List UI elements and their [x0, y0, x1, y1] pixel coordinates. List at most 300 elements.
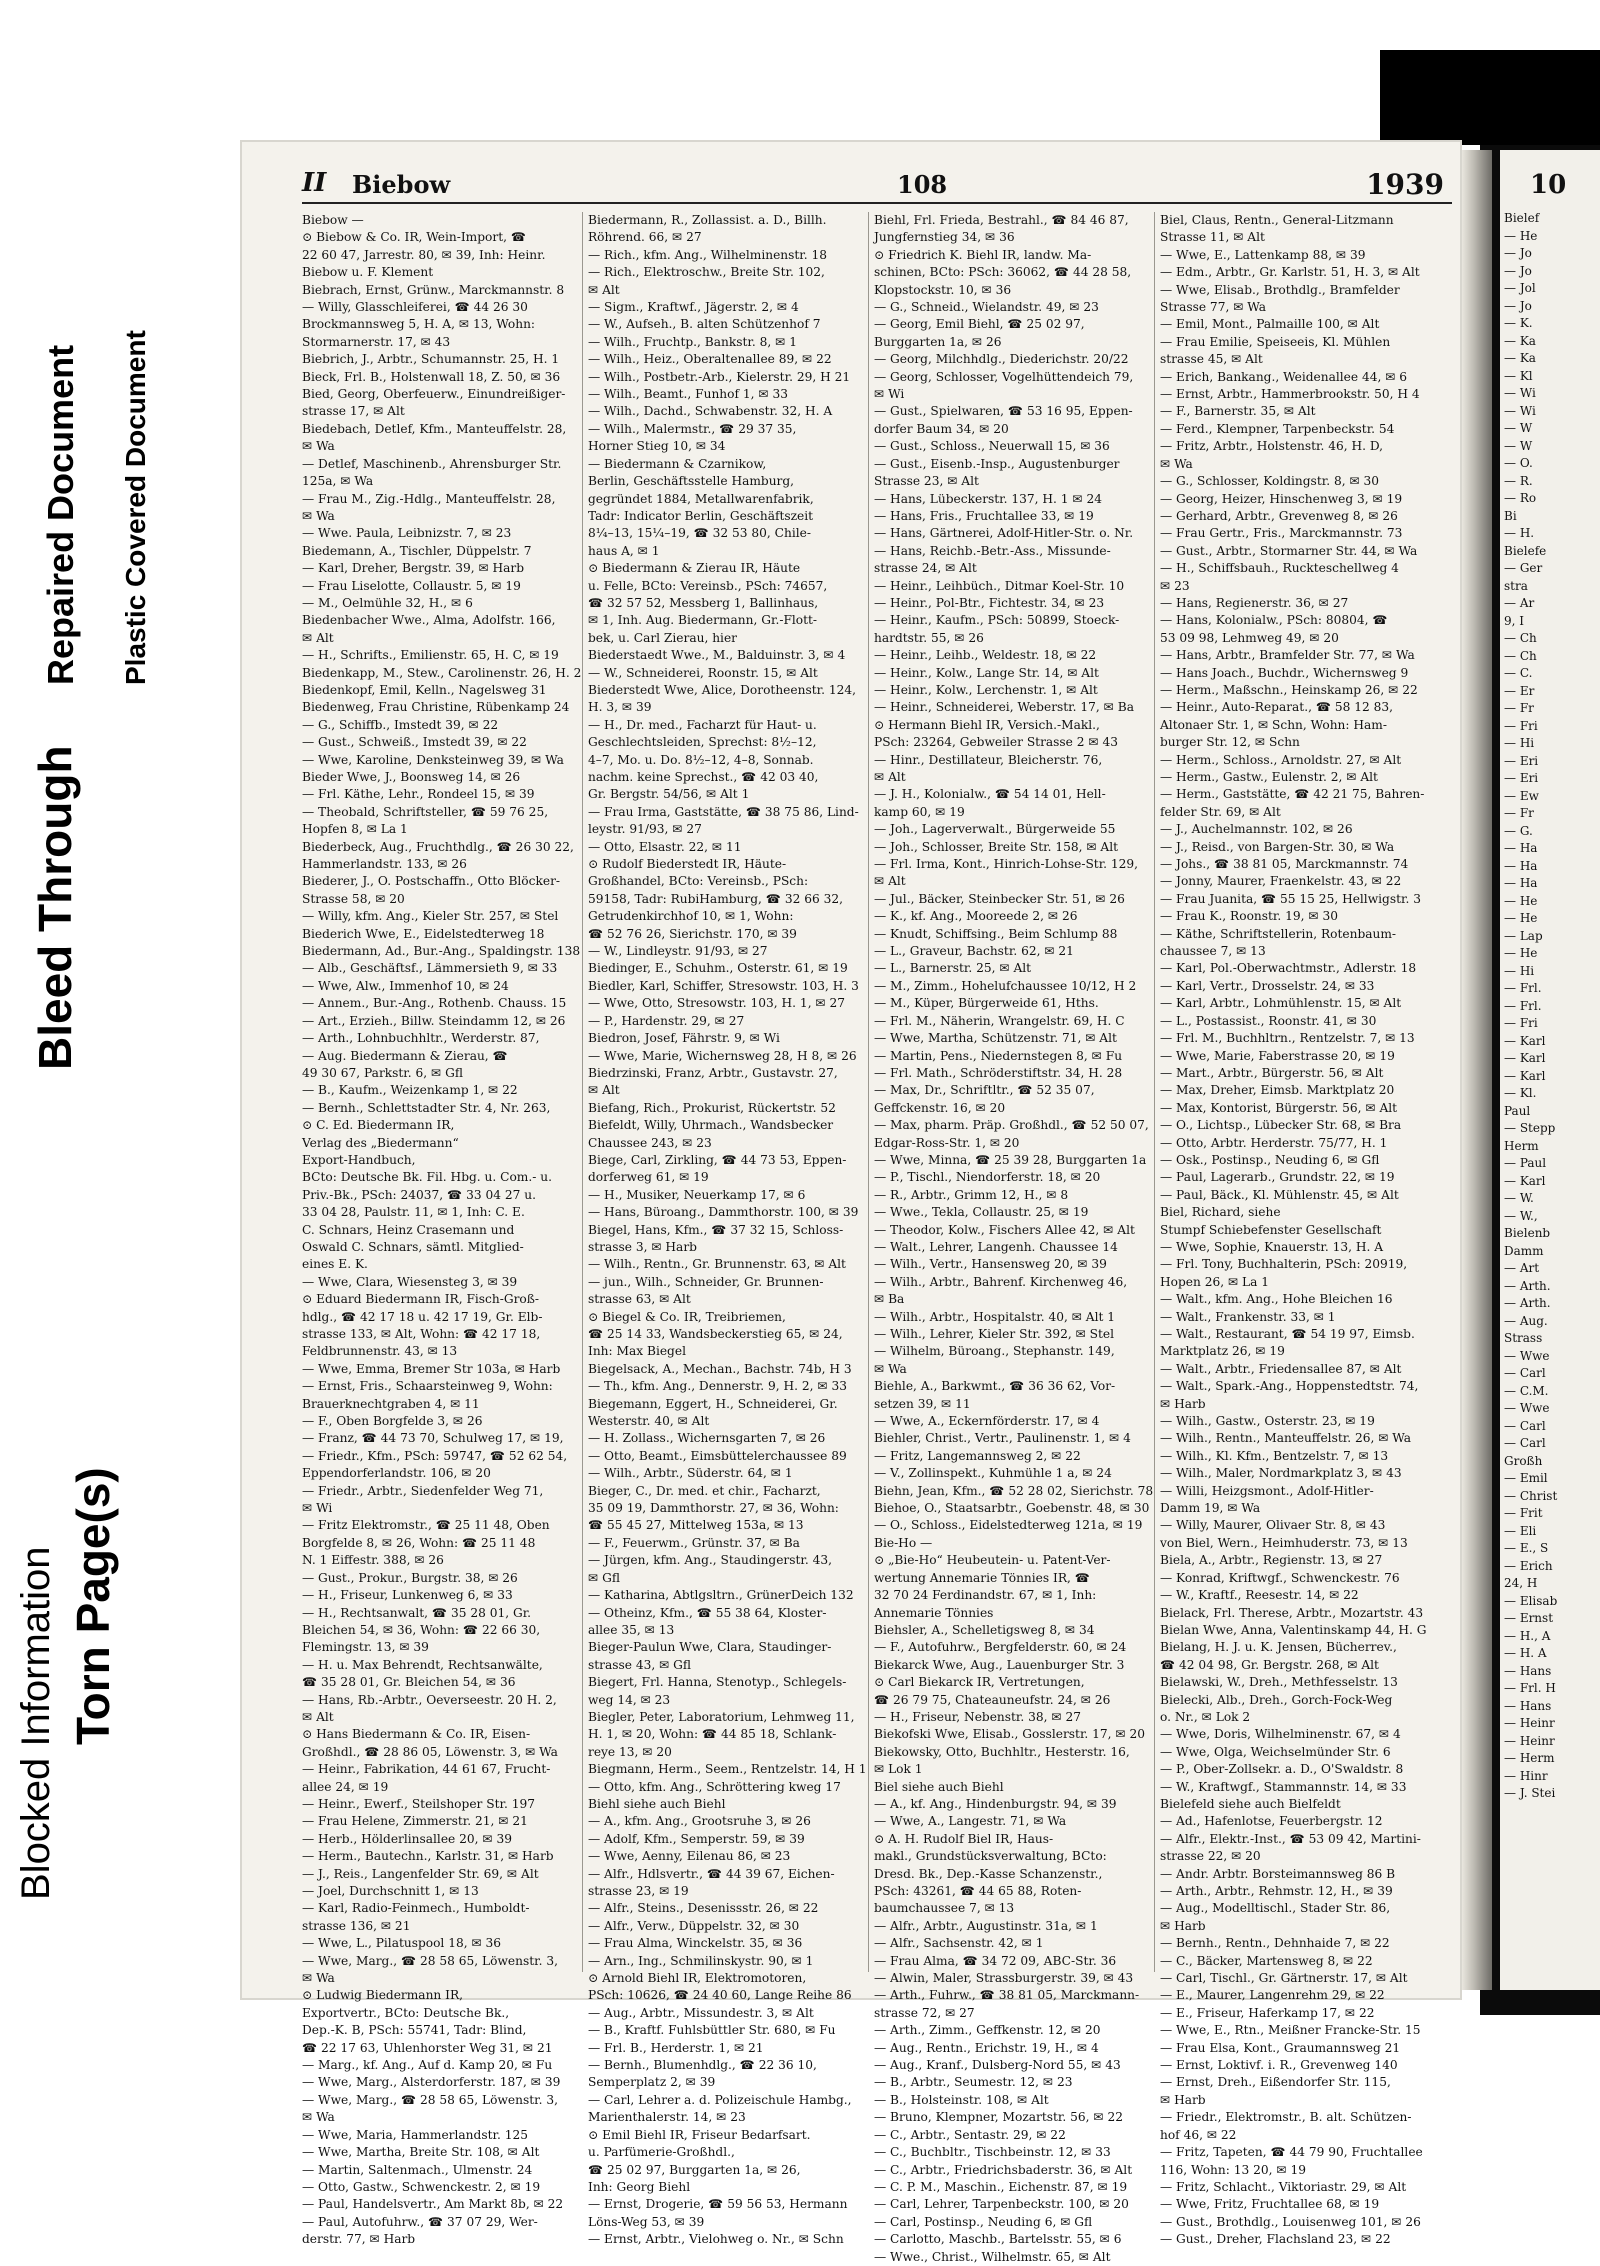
directory-entry-line: — Frl. Käthe, Lehr., Rondeel 15, ✉ 39 — [302, 787, 535, 802]
directory-entry-line: Biebrich, J., Arbtr., Schumannstr. 25, H. 1 — [302, 352, 560, 367]
directory-entry-line: — Aug., Modelltischl., Stader Str. 86, — [1160, 1901, 1391, 1916]
adjacent-entry-line: — Ha — [1504, 841, 1538, 855]
directory-entry-line: — Otto, kfm. Ang., Schröttering kweg 17 — [588, 1779, 841, 1794]
directory-entry-line: Biehle, A., Barkwmt., ☎ 36 36 62, Vor- — [874, 1379, 1116, 1394]
directory-entry-line: — Otto, Gastw., Schwenckestr. 2, ✉ 19 — [302, 2179, 541, 2194]
adjacent-entry-line: — Ch — [1504, 631, 1537, 645]
directory-entry-line: — Max, Kontorist, Bürgerstr. 56, ✉ Alt — [1160, 1100, 1398, 1115]
directory-entry-line: — Frau Liselotte, Collaustr. 5, ✉ 19 — [302, 578, 521, 593]
directory-entry-line: — Heinr., Leihb., Weldestr. 18, ✉ 22 — [874, 648, 1097, 663]
directory-entry-line: — Fritz, Langemannsweg 2, ✉ 22 — [874, 1448, 1081, 1463]
directory-entry-line: — W., Kraftf., Reesestr. 14, ✉ 22 — [1160, 1588, 1359, 1603]
directory-entry-line: — Bruno, Klempner, Mozartstr. 56, ✉ 22 — [874, 2110, 1123, 2125]
directory-entry-line: — Frau Alma, Winckelstr. 35, ✉ 36 — [588, 1936, 803, 1951]
directory-entry-line: 49 30 67, Parkstr. 6, ✉ Gfl — [302, 1065, 463, 1080]
adjacent-entry-line: Paul — [1504, 1103, 1531, 1118]
directory-entry-line: Marienthalerstr. 14, ✉ 23 — [588, 2110, 746, 2125]
adjacent-entry-line: — Ha — [1504, 858, 1538, 873]
directory-entry-line: ☎ 42 04 98, Gr. Bergstr. 268, ✉ Alt — [1160, 1657, 1379, 1672]
directory-entry-line: ⊙ Hermann Biehl IR, Versich.-Makl., — [874, 717, 1100, 732]
directory-entry-line: — Wwe, E., Lattenkamp 88, ✉ 39 — [1160, 247, 1366, 262]
directory-entry-line: — Paul, Bäck., Kl. Mühlenstr. 45, ✉ Alt — [1160, 1187, 1399, 1202]
directory-entry-line: — Frl. M., Buchhltrn., Rentzelstr. 7, ✉ 13 — [1160, 1031, 1415, 1046]
directory-entry-line: C. Schnars, Heinz Crasemann und — [302, 1222, 515, 1237]
directory-entry-line: — Alb., Geschäftsf., Lämmersieth 9, ✉ 33 — [302, 961, 558, 976]
directory-entry-line: — jun., Wilh., Schneider, Gr. Brunnen- — [588, 1274, 824, 1289]
directory-entry-line: ✉ Wa — [1160, 456, 1193, 471]
directory-entry-line: ✉ 23 — [1160, 578, 1190, 593]
directory-entry-line: Biedenkopf, Emil, Kelln., Nagelsweg 31 — [302, 682, 547, 697]
directory-entry-line: — Max, Dr., Schriftltr., ☎ 52 35 07, — [874, 1083, 1095, 1098]
directory-entry-line: — V., Zollinspekt., Kuhmühle 1 a, ✉ 24 — [874, 1466, 1112, 1481]
directory-entry-line: ✉ Wi — [302, 1501, 333, 1516]
directory-entry-line: ✉ Wa — [302, 1971, 335, 1986]
directory-entry-line: — Katharina, Abtlgsltrn., GrünerDeich 132 — [588, 1588, 854, 1603]
directory-entry-line: — Wwe, Marg., ☎ 28 58 65, Löwenstr. 3, — [302, 1953, 558, 1968]
directory-entry-line: — Wwe, Elisab., Brothdlg., Bramfelder — [1160, 282, 1400, 297]
directory-entry-line: — Friedr., Elektromstr., B. alt. Schützen- — [1160, 2110, 1412, 2125]
directory-entry-line: — C., Arbtr., Sentastr. 29, ✉ 22 — [874, 2127, 1066, 2142]
directory-entry-line: burger Str. 12, ✉ Schn — [1160, 735, 1300, 750]
directory-entry-line: — Andr. Arbtr. Borsteimannsweg 86 B — [1160, 1866, 1396, 1881]
directory-entry-line: — Heinr., Schneiderei, Weberstr. 17, ✉ Ba — [874, 700, 1134, 715]
directory-entry-line: ✉ 1, Inh. Aug. Biedermann, Gr.-Flott- — [588, 613, 818, 628]
directory-entry-line: bek, u. Carl Zierau, hier — [588, 630, 737, 645]
adjacent-entry-line: — Jol — [1504, 281, 1536, 295]
directory-entry-line: ✉ Harb — [1160, 1396, 1206, 1411]
directory-entry-line: Westerstr. 40, ✉ Alt — [588, 1414, 710, 1429]
directory-entry-line: — Wilh., Lehrer, Kieler Str. 392, ✉ Stel — [874, 1327, 1115, 1341]
directory-entry-line: — Willy, Glasschleiferei, ☎ 44 26 30 — [302, 300, 528, 315]
directory-entry-line: — Wilh., Beamt., Funhof 1, ✉ 33 — [588, 387, 788, 402]
directory-entry-line: — M., Oelmühle 32, H., ✉ 6 — [302, 595, 473, 610]
directory-entry-line: ✉ Alt — [302, 1709, 334, 1724]
directory-entry-line: — Heinr., Leihbüch., Ditmar Koel-Str. 10 — [874, 578, 1125, 593]
directory-entry-line: H. 1, ✉ 20, Wohn: ☎ 44 85 18, Schlank- — [588, 1727, 837, 1742]
page-edge-shadow — [1462, 150, 1492, 1990]
directory-entry-line: — Wwe, Clara, Wiesensteg 3, ✉ 39 — [302, 1274, 518, 1289]
directory-entry-line: — Heinr., Auto-Reparat., ☎ 58 12 83, — [1160, 700, 1394, 715]
directory-page — [240, 140, 1462, 2264]
directory-entry-line: — B., Kraftf. Fuhlsbüttler Str. 680, ✉ Fu — [588, 2023, 836, 2038]
directory-entry-line: — Bernh., Rentn., Dehnhaide 7, ✉ 22 — [1160, 1936, 1390, 1951]
directory-entry-line: Biekarck Wwe, Aug., Lauenburger Str. 3 — [874, 1657, 1125, 1672]
adjacent-entry-line: — Er — [1504, 683, 1535, 698]
directory-entry-line: — L., Postassist., Roonstr. 41, ✉ 30 — [1160, 1013, 1377, 1028]
directory-entry-line: — Heinr., Fabrikation, 44 61 67, Frucht- — [302, 1762, 551, 1777]
directory-entry-line: Burggarten 1a, ✉ 26 — [874, 334, 1002, 349]
directory-entry-line: — Gust., Schweiß., Imstedt 39, ✉ 22 — [302, 735, 527, 750]
directory-entry-line: — H., Musiker, Neuerkamp 17, ✉ 6 — [588, 1187, 806, 1202]
directory-entry-line: 33 04 28, Paulstr. 11, ✉ 1, Inh: C. E. — [302, 1205, 525, 1220]
directory-entry-line: — Wilh., Heiz., Oberaltenallee 89, ✉ 22 — [588, 352, 832, 367]
directory-entry-line: — Ernst, Arbtr., Vielohweg o. Nr., ✉ Schn — [588, 2232, 844, 2247]
directory-entry-line: Edgar-Ross-Str. 1, ✉ 20 — [874, 1135, 1020, 1150]
directory-entry-line: Bied, Georg, Oberfeuerw., Einundreißiger- — [302, 387, 566, 402]
directory-entry-line: — H. u. Max Behrendt, Rechtsanwälte, — [302, 1657, 543, 1672]
adjacent-entry-line: Bielenb — [1504, 1226, 1551, 1240]
directory-entry-line: Biederbeck, Aug., Fruchthdlg., ☎ 26 30 22, — [302, 839, 574, 854]
directory-entry-line: dorferweg 61, ✉ 19 — [588, 1170, 709, 1185]
directory-entry-line: Biedebach, Detlef, Kfm., Manteuffelstr. 28, — [302, 421, 567, 436]
directory-entry-line: — Biedermann & Czarnikow, — [588, 456, 767, 471]
adjacent-entry-line: — Jo — [1504, 263, 1532, 278]
directory-entry-line: — F., Barnerstr. 35, ✉ Alt — [1160, 404, 1316, 419]
directory-entry-line: — Jul., Bäcker, Steinbecker Str. 51, ✉ 26 — [874, 891, 1125, 906]
directory-entry-line: Eppendorferlandstr. 106, ✉ 20 — [302, 1466, 491, 1481]
directory-entry-line: Biedemann, A., Tischler, Düppelstr. 7 — [302, 543, 532, 558]
directory-entry-line: ✉ Wa — [302, 508, 335, 523]
adjacent-entry-line: — C.M. — [1504, 1383, 1549, 1398]
adjacent-entry-line: — Kl — [1504, 368, 1533, 383]
directory-entry-line: — M., Zimm., Hohelufchaussee 10/12, H 2 — [874, 978, 1137, 993]
directory-entry-line: — Ernst, Drogerie, ☎ 59 56 53, Hermann — [588, 2197, 848, 2212]
directory-entry-line: — Ernst, Fris., Schaarsteinweg 9, Wohn: — [302, 1379, 553, 1394]
directory-entry-line: 125a, ✉ Wa — [302, 474, 374, 489]
column-2 — [588, 212, 867, 2247]
column-divider — [868, 212, 869, 1972]
directory-entry-line: Biegelsack, A., Mechan., Bachstr. 74b, H 3 — [588, 1361, 852, 1376]
directory-entry-line: — Paul, Handelsvertr., Am Markt 8b, ✉ 22 — [302, 2197, 564, 2212]
directory-entry-line: Biedermann, R., Zollassist. a. D., Billh. — [588, 213, 827, 227]
directory-entry-line: — A., kfm. Ang., Grootsruhe 3, ✉ 26 — [588, 1814, 811, 1829]
directory-entry-line: Jungfernstieg 34, ✉ 36 — [874, 230, 1015, 245]
adjacent-entry-line: — Wi — [1504, 386, 1536, 400]
directory-entry-line: — Friedr., Arbtr., Siedenfelder Weg 71, — [302, 1483, 544, 1498]
directory-entry-line: kamp 60, ✉ 19 — [874, 804, 965, 819]
directory-entry-line: Priv.-Bk., PSch: 24037, ☎ 33 04 27 u. — [302, 1187, 536, 1202]
directory-entry-line: Biefeldt, Willy, Uhrmach., Wandsbecker — [588, 1118, 834, 1133]
directory-entry-line: Damm 19, ✉ Wa — [1160, 1501, 1261, 1516]
directory-entry-line: — Aug., Arbtr., Missundestr. 3, ✉ Alt — [588, 2005, 814, 2020]
directory-entry-line: Hammerlandstr. 133, ✉ 26 — [302, 857, 467, 872]
directory-entry-line: — Herb., Hölderlinsallee 20, ✉ 39 — [302, 1831, 512, 1846]
directory-entry-line: Biegel, Hans, Kfm., ☎ 37 32 15, Schloss- — [588, 1222, 844, 1237]
directory-entry-line: — Martin, Pens., Niedernstegen 8, ✉ Fu — [874, 1048, 1123, 1063]
directory-entry-line: Bieger-Paulun Wwe, Clara, Staudinger- — [588, 1640, 832, 1655]
directory-entry-line: — Aug., Kranf., Dulsberg-Nord 55, ✉ 43 — [874, 2058, 1121, 2073]
directory-entry-line: — Frau Elsa, Kont., Graumannsweg 21 — [1160, 2040, 1401, 2055]
adjacent-entry-line: — Ger — [1504, 561, 1543, 575]
directory-entry-line: — Johs., ☎ 38 81 05, Marckmannstr. 74 — [1160, 857, 1409, 872]
adjacent-entry-line: — Jo — [1504, 298, 1532, 313]
directory-entry-line: — Th., kfm. Ang., Dennerstr. 9, H. 2, ✉ 33 — [588, 1379, 848, 1394]
directory-entry-line: N. 1 Eiffestr. 388, ✉ 26 — [302, 1553, 444, 1568]
directory-entry-line: ⊙ Biebow & Co. IR, Wein-Import, ☎ — [302, 230, 527, 245]
directory-entry-line: — Hans, Reichb.-Betr.-Ass., Missunde- — [874, 543, 1111, 558]
directory-entry-line: — Georg, Emil Biehl, ☎ 25 02 97, — [874, 317, 1085, 332]
page-year: 1939 — [1366, 168, 1444, 201]
directory-entry-line: ⊙ Ludwig Biedermann IR, — [302, 1988, 464, 2003]
directory-entry-line: — Wilh., Postbetr.-Arb., Kielerstr. 29, H 21 — [588, 369, 851, 384]
directory-entry-line: Biehler, Christ., Vertr., Paulinenstr. 1, ✉ 4 — [874, 1431, 1131, 1446]
directory-entry-line: PSch: 43261, ☎ 44 65 88, Roten- — [874, 1884, 1082, 1898]
directory-entry-line: — H., Rechtsanwalt, ☎ 35 28 01, Gr. — [302, 1605, 532, 1620]
directory-entry-line: Strasse 23, ✉ Alt — [874, 474, 979, 489]
directory-entry-line: strasse 17, ✉ Alt — [302, 404, 405, 419]
directory-entry-line: — Rich., Elektroschw., Breite Str. 102, — [588, 265, 825, 280]
adjacent-entry-line: — Lap — [1504, 928, 1543, 943]
directory-entry-line: — F., Feuerwm., Grünstr. 37, ✉ Ba — [588, 1535, 800, 1550]
label-bleed-through: Bleed Through — [29, 745, 81, 1070]
directory-entry-line: Oswald C. Schnars, sämtl. Mitglied- — [302, 1239, 524, 1254]
directory-entry-line: — Wilh., Vertr., Hansensweg 20, ✉ 39 — [874, 1257, 1107, 1272]
directory-entry-line: — Erich, Bankang., Weidenallee 44, ✉ 6 — [1160, 369, 1408, 384]
adjacent-entry-line: — Frl. — [1504, 998, 1542, 1013]
directory-entry-line: — L., Barnerstr. 25, ✉ Alt — [874, 961, 1032, 976]
adjacent-entry-line: — Heinr — [1504, 1733, 1555, 1748]
directory-entry-line: — Käthe, Schriftstellerin, Rotenbaum- — [1160, 926, 1397, 941]
directory-entry-line: — Frau Juanita, ☎ 55 15 25, Hellwigstr. 3 — [1160, 891, 1421, 906]
directory-entry-line: Getrudenkirchhof 10, ✉ 1, Wohn: — [588, 909, 794, 924]
adjacent-entry-line: — Fr — [1504, 806, 1534, 820]
directory-entry-line: — Otto, Beamt., Eimsbüttelerchaussee 89 — [588, 1448, 847, 1463]
directory-entry-line: ⊙ Hans Biedermann & Co. IR, Eisen- — [302, 1727, 531, 1742]
directory-entry-line: — Gust., Spielwaren, ☎ 53 16 95, Eppen- — [874, 404, 1133, 419]
directory-entry-line: Biedenkapp, M., Stew., Carolinenstr. 26, H. 2 — [302, 665, 582, 680]
adjacent-entry-line: — Fri — [1504, 1016, 1538, 1030]
directory-entry-line: Bielecki, Alb., Dreh., Gorch-Fock-Weg — [1160, 1692, 1393, 1707]
directory-entry-line: — Ernst, Arbtr., Hammerbrookstr. 50, H 4 — [1160, 387, 1420, 402]
directory-entry-line: — Wwe, Maria, Hammerlandstr. 125 — [302, 2127, 528, 2142]
directory-entry-line: — Hans, Rb.-Arbtr., Oeverseestr. 20 H. 2, — [302, 1692, 557, 1707]
adjacent-entry-line: Bi — [1504, 508, 1517, 523]
adjacent-page-fragment — [1500, 150, 1600, 1990]
directory-entry-line: — P., Ober-Zollsekr. a. D., O'Swaldstr. 8 — [1160, 1762, 1404, 1777]
directory-entry-line: — K., kf. Ang., Mooreede 2, ✉ 26 — [874, 909, 1078, 924]
directory-entry-line: — Wilh., Arbtr., Bahrenf. Kirchenweg 46, — [874, 1274, 1128, 1289]
adjacent-entry-line: — O. — [1504, 456, 1533, 470]
directory-entry-line: — Wwe, Doris, Wilhelminenstr. 67, ✉ 4 — [1160, 1727, 1401, 1742]
directory-entry-line: 116, Wohn: 13 20, ✉ 19 — [1160, 2162, 1306, 2177]
directory-entry-line: — Hans, Büroang., Dammthorstr. 100, ✉ 39 — [588, 1205, 859, 1220]
directory-entry-line: — Wwe, Emma, Bremer Str 103a, ✉ Harb — [302, 1361, 561, 1376]
adjacent-entry-line: — Ernst — [1504, 1611, 1554, 1625]
directory-entry-line: BCto: Deutsche Bk. Fil. Hbg. u. Com.- u. — [302, 1170, 552, 1185]
directory-entry-line: — Heinr., Kolw., Lange Str. 14, ✉ Alt — [874, 665, 1099, 680]
adjacent-entry-line: — Wwe — [1504, 1401, 1550, 1415]
directory-entry-line: — Wilh., Arbtr., Süderstr. 64, ✉ 1 — [588, 1466, 793, 1481]
directory-entry-line: ☎ 55 45 27, Mittelweg 153a, ✉ 13 — [588, 1518, 804, 1533]
directory-entry-line: Großhdl., ☎ 28 86 05, Löwenstr. 3, ✉ Wa — [302, 1744, 558, 1759]
directory-entry-line: H. 3, ✉ 39 — [588, 700, 652, 715]
directory-entry-line: — Joh., Lagerverwalt., Bürgerweide 55 — [874, 822, 1116, 837]
directory-entry-line: — Wwe, Karoline, Denksteinweg 39, ✉ Wa — [302, 752, 564, 767]
directory-entry-line: — Wwe. Paula, Leibnizstr. 7, ✉ 23 — [302, 526, 512, 541]
directory-entry-line: — Georg, Schlosser, Vogelhüttendeich 79, — [874, 369, 1134, 384]
directory-entry-line: ⊙ Biedermann & Zierau IR, Häute — [588, 561, 801, 576]
directory-entry-line: — Walt., Frankenstr. 33, ✉ 1 — [1160, 1309, 1336, 1324]
adjacent-entry-line: Großh — [1504, 1453, 1543, 1468]
directory-entry-line: wertung Annemarie Tönnies IR, ☎ — [874, 1570, 1090, 1585]
directory-entry-line: Bielan Wwe, Anna, Valentinskamp 44, H. G — [1160, 1622, 1427, 1637]
adjacent-entry-line: — Carl — [1504, 1436, 1546, 1450]
directory-entry-line: Biederer, J., O. Postschaffn., Otto Blöcker- — [302, 874, 561, 889]
directory-entry-line: — Alfr., Sachsenstr. 42, ✉ 1 — [874, 1936, 1044, 1951]
directory-entry-line: — Georg, Heizer, Hinschenweg 3, ✉ 19 — [1160, 491, 1403, 506]
directory-entry-line: — H. Zollass., Wichernsgarten 7, ✉ 26 — [588, 1431, 826, 1446]
directory-entry-line: Geffckenstr. 16, ✉ 20 — [874, 1100, 1006, 1115]
directory-entry-line: — O., Lichtsp., Lübecker Str. 68, ✉ Bra — [1160, 1118, 1402, 1133]
directory-entry-line: Löns-Weg 53, ✉ 39 — [588, 2214, 705, 2229]
directory-entry-line: — Fritz, Arbtr., Holstenstr. 46, H. D, — [1160, 439, 1384, 454]
directory-entry-line: — Wilh., Rentn., Manteuffelstr. 26, ✉ Wa — [1160, 1431, 1412, 1446]
adjacent-entry-line: — Hi — [1504, 963, 1535, 978]
adjacent-entry-line: — Ka — [1504, 351, 1536, 365]
directory-entry-line: Biehn, Jean, Kfm., ☎ 52 28 02, Sierichstr. 78 — [874, 1483, 1154, 1498]
directory-entry-line: 53 09 98, Lehmweg 49, ✉ 20 — [1160, 630, 1339, 645]
directory-entry-line: — H., Friseur, Nebenstr. 38, ✉ 27 — [874, 1709, 1082, 1724]
directory-entry-line: — Otto, Arbtr. Herderstr. 75/77, H. 1 — [1160, 1135, 1388, 1150]
directory-entry-line: — Wilh., Malermstr., ☎ 29 37 35, — [588, 421, 797, 436]
directory-entry-line: — Heinr., Pol-Btr., Fichtestr. 34, ✉ 23 — [874, 595, 1105, 610]
directory-entry-line: — Arn., Ing., Schmilinskystr. 90, ✉ 1 — [588, 1953, 814, 1968]
directory-entry-line: — H., Dr. med., Facharzt für Haut- u. — [588, 717, 817, 732]
directory-entry-line: Biel siehe auch Biehl — [874, 1779, 1004, 1794]
directory-entry-line: — H., Schiffsbauh., Ruckteschellweg 4 — [1160, 561, 1399, 576]
adjacent-entry-line: — Christ — [1504, 1488, 1558, 1503]
directory-entry-line: ☎ 32 57 52, Messberg 1, Ballinhaus, — [588, 595, 819, 610]
directory-entry-line: — Gerhard, Arbtr., Grevenweg 8, ✉ 26 — [1160, 508, 1398, 523]
directory-entry-line: ⊙ Carl Biekarck IR, Vertretungen, — [874, 1675, 1085, 1690]
directory-entry-line: — Fritz, Schlacht., Viktoriastr. 29, ✉ Alt — [1160, 2179, 1407, 2194]
directory-entry-line: Semperplatz 2, ✉ 39 — [588, 2075, 716, 2090]
directory-entry-line: — Carl, Postinsp., Neuding 6, ✉ Gfl — [874, 2214, 1093, 2229]
directory-entry-line: Chaussee 243, ✉ 23 — [588, 1135, 712, 1150]
directory-entry-line: Verlag des „Biedermann“ — [302, 1135, 459, 1150]
directory-entry-line: Inh: Georg Biehl — [588, 2179, 691, 2194]
adjacent-entry-line: — Stepp — [1504, 1121, 1556, 1135]
adjacent-entry-line: Strass — [1504, 1331, 1543, 1345]
directory-entry-line: Inh: Max Biegel — [588, 1344, 686, 1359]
adjacent-entry-line: — Ro — [1504, 491, 1537, 505]
directory-entry-line: — Heinr., Kaufm., PSch: 50899, Stoeck- — [874, 613, 1120, 628]
directory-entry-line: — Wwe, Marie, Wichernsweg 28, H 8, ✉ 26 — [588, 1048, 857, 1063]
directory-entry-line: — Frl. Tony, Buchhalterin, PSch: 20919, — [1160, 1257, 1408, 1272]
directory-entry-line: — P., Hardenstr. 29, ✉ 27 — [588, 1013, 745, 1028]
adjacent-entry-line: — H. — [1504, 526, 1535, 540]
directory-entry-line: ✉ Wa — [302, 2110, 335, 2125]
directory-entry-line: Bieck, Frl. B., Holstenwall 18, Z. 50, ✉ 36 — [302, 369, 561, 384]
directory-entry-line: — Wwe, Fritz, Fruchtallee 68, ✉ 19 — [1160, 2197, 1380, 2212]
directory-entry-line: ✉ Alt — [874, 874, 906, 889]
directory-entry-line: — Georg, Milchhdlg., Diederichstr. 20/22 — [874, 352, 1129, 367]
adjacent-entry-line: — He — [1504, 911, 1538, 925]
adjacent-entry-line: stra — [1504, 578, 1528, 593]
directory-entry-line: — Paul, Lagerarb., Grundstr. 22, ✉ 19 — [1160, 1170, 1395, 1185]
adjacent-entry-line: — Elisab — [1504, 1593, 1558, 1608]
adjacent-entry-line: — Arth. — [1504, 1278, 1551, 1293]
directory-entry-line: — Bernh., Schlettstadter Str. 4, Nr. 263, — [302, 1100, 551, 1115]
directory-entry-line: — Alfr., Steins., Desenissstr. 26, ✉ 22 — [588, 1901, 819, 1916]
adjacent-entry-line: — K. — [1504, 316, 1533, 330]
directory-entry-line: Biela, A., Arbtr., Regienstr. 13, ✉ 27 — [1160, 1553, 1383, 1568]
adjacent-entry-line: — Eli — [1504, 1523, 1537, 1538]
directory-entry-line: — Wwe, A., Langestr. 71, ✉ Wa — [874, 1814, 1067, 1829]
adjacent-entry-line: — Ka — [1504, 333, 1536, 348]
directory-entry-line: — Ernst, Loktivf. i. R., Grevenweg 140 — [1160, 2058, 1398, 2073]
adjacent-entry-line: — Eri — [1504, 753, 1539, 768]
directory-entry-line: — Alfr., Verw., Düppelstr. 32, ✉ 30 — [588, 1918, 800, 1933]
directory-entry-line: Marktplatz 26, ✉ 19 — [1160, 1344, 1285, 1359]
directory-entry-line: ✉ Wi — [874, 387, 905, 402]
adjacent-entry-line: — Paul — [1504, 1156, 1547, 1170]
directory-entry-line: — Frau Helene, Zimmerstr. 21, ✉ 21 — [302, 1814, 528, 1829]
directory-entry-line: — Frau Irma, Gaststätte, ☎ 38 75 86, Lind- — [588, 804, 859, 819]
directory-entry-line: — H., Friseur, Lunkenweg 6, ✉ 33 — [302, 1588, 513, 1603]
directory-entry-line: strasse 3, ✉ Harb — [588, 1239, 697, 1254]
adjacent-entry-line: Bielefe — [1504, 543, 1547, 558]
directory-entry-line: — Aug., Rentn., Erichstr. 19, H., ✉ 4 — [874, 2040, 1099, 2055]
directory-entry-line: — Wwe, L., Pilatuspool 18, ✉ 36 — [302, 1936, 502, 1951]
directory-entry-line: — B., Kaufm., Weizenkamp 1, ✉ 22 — [302, 1083, 518, 1098]
directory-entry-line: — Edm., Arbtr., Gr. Karlstr. 51, H. 3, ✉ Alt — [1160, 265, 1420, 280]
directory-entry-line: — Walt., Arbtr., Friedensallee 87, ✉ Alt — [1160, 1361, 1402, 1376]
adjacent-entry-line: — Ew — [1504, 788, 1539, 803]
directory-entry-line: Hopfen 8, ✉ La 1 — [302, 822, 408, 837]
adjacent-entry-line: — Herm — [1504, 1751, 1555, 1765]
directory-entry-line: — Wwe, A., Eckernförderstr. 17, ✉ 4 — [874, 1414, 1100, 1429]
directory-entry-line: o. Nr., ✉ Lok 2 — [1160, 1709, 1251, 1724]
directory-entry-line: Geschlechtsleiden, Sprechst: 8½–12, — [588, 735, 817, 750]
directory-entry-line: — Art., Erzieh., Billw. Steindamm 12, ✉ 26 — [302, 1013, 566, 1028]
adjacent-entry-line: — Hans — [1504, 1698, 1552, 1713]
directory-entry-line: — C. P. M., Maschin., Eichenstr. 87, ✉ 19 — [874, 2179, 1128, 2194]
directory-entry-line: 8¼–13, 15¼–19, ☎ 32 53 80, Chile- — [588, 526, 811, 541]
directory-entry-line: — Karl, Arbtr., Lohmühlenstr. 15, ✉ Alt — [1160, 996, 1402, 1011]
directory-entry-line: Bie-Ho — — [874, 1535, 933, 1550]
adjacent-entry-line: — H., A — [1504, 1628, 1551, 1643]
directory-entry-line: — Carl, Lehrer a. d. Polizeischule Hambg., — [588, 2092, 852, 2107]
directory-entry-line: Bielang, H. J. u. K. Jensen, Bücherrev., — [1160, 1640, 1397, 1655]
directory-entry-line: — Walt., Spark.-Ang., Hoppenstedtstr. 74, — [1160, 1379, 1419, 1394]
directory-entry-line: schinen, BCto: PSch: 36062, ☎ 44 28 58, — [874, 265, 1132, 280]
directory-entry-line: — Alfr., Arbtr., Augustinstr. 31a, ✉ 1 — [874, 1918, 1098, 1933]
directory-entry-line: — Wilh., Fruchtp., Bankstr. 8, ✉ 1 — [588, 334, 797, 349]
adjacent-entry-line: — W — [1504, 438, 1533, 453]
directory-entry-line: — Wwe, Martha, Breite Str. 108, ✉ Alt — [302, 2145, 540, 2160]
directory-entry-line: — Theobald, Schriftsteller, ☎ 59 76 25, — [302, 804, 549, 819]
directory-entry-line: — G., Schiffb., Imstedt 39, ✉ 22 — [302, 717, 499, 732]
directory-entry-line: — Hinr., Destillateur, Bleicherstr. 76, — [874, 752, 1103, 767]
directory-entry-line: — Arth., Fuhrw., ☎ 38 81 05, Marckmann- — [874, 1988, 1140, 2003]
adjacent-entry-line: — He — [1504, 946, 1538, 960]
label-plastic-covered-document: Plastic Covered Document — [120, 330, 151, 685]
directory-entry-line: ⊙ C. Ed. Biedermann IR, — [302, 1118, 455, 1133]
directory-entry-line: — Karl, Vertr., Drosselstr. 24, ✉ 33 — [1160, 978, 1375, 993]
label-torn-pages: Torn Page(s) — [67, 1467, 119, 1745]
adjacent-entry-line: — Karl — [1504, 1068, 1546, 1083]
directory-entry-line: ✉ Lok 1 — [874, 1762, 923, 1777]
directory-entry-line: — Wwe, Martha, Schützenstr. 71, ✉ Alt — [874, 1031, 1117, 1046]
directory-entry-line: Biekofski Wwe, Elisab., Gosslerstr. 17, ✉ 20 — [874, 1727, 1146, 1742]
directory-entry-line: Klopstockstr. 10, ✉ 36 — [874, 282, 1012, 297]
directory-entry-line: Biefang, Rich., Prokurist, Rückertstr. 52 — [588, 1100, 836, 1115]
adjacent-entry-line: — Hinr — [1504, 1768, 1548, 1783]
directory-entry-line: hof 46, ✉ 22 — [1160, 2127, 1237, 2142]
directory-entry-line: allee 35, ✉ 13 — [588, 1622, 675, 1637]
column-divider — [582, 212, 583, 1972]
directory-entry-line: — E., Maurer, Langenrehm 29, ✉ 22 — [1160, 1988, 1385, 2003]
directory-entry-line: Bielefeld siehe auch Bielfeldt — [1160, 1796, 1341, 1811]
adjacent-entry-line: — Kl. — [1504, 1086, 1537, 1100]
adjacent-entry-line: — Carl — [1504, 1418, 1546, 1433]
directory-entry-line: 59158, Tadr: RubiHamburg, ☎ 32 66 32, — [588, 891, 843, 906]
directory-entry-line: — Hans Joach., Buchdr., Wichernsweg 9 — [1160, 665, 1409, 680]
adjacent-entry-line: — Ar — [1504, 596, 1535, 610]
directory-entry-line: — Hans, Arbtr., Bramfelder Str. 77, ✉ Wa — [1160, 648, 1415, 663]
adjacent-entry-line: — W. — [1504, 1191, 1534, 1205]
